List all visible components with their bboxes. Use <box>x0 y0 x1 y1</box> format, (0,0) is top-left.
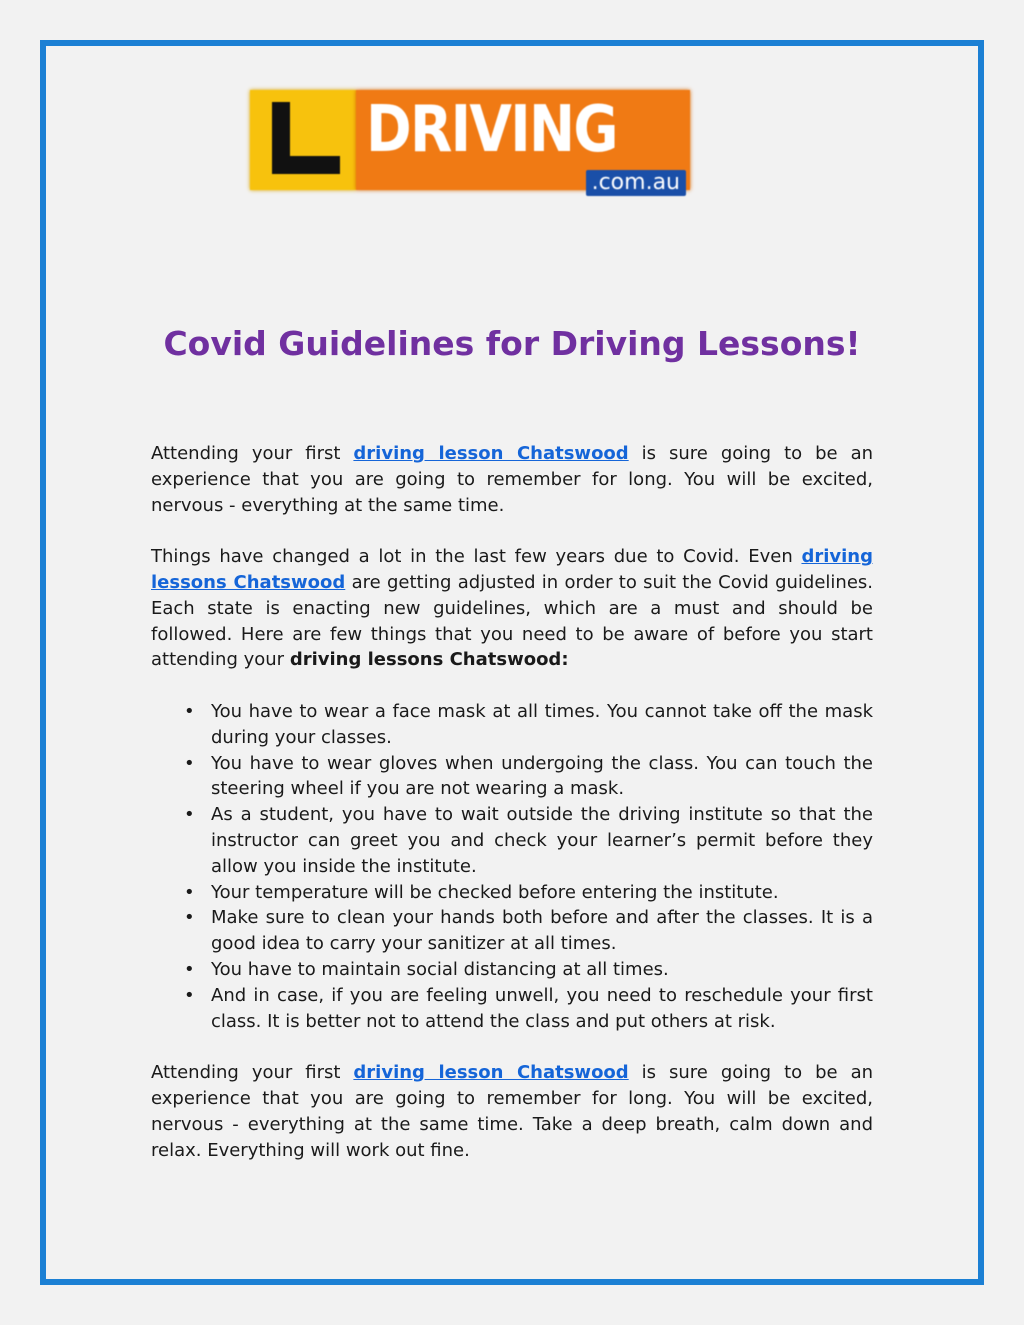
list-item: • You have to wear gloves when undergoing the class. You can touch the steering wheel if you are not wearing a mask. <box>211 751 873 803</box>
driving-lesson-link-2[interactable]: driving lesson Chatswood <box>353 1062 629 1084</box>
list-item: • And in case, if you are feeling unwell, you need to reschedule your first class. It is better not to attend the class and put others at risk. <box>211 983 873 1035</box>
context-bold-text: driving lessons Chatswood: <box>289 649 569 671</box>
list-item: • Make sure to clean your hands both before and after the classes. It is a good idea to carry your sanitizer at all times. <box>211 905 873 957</box>
list-item: • Your temperature will be checked before entering the institute. <box>211 880 873 906</box>
logo-wordmark-box <box>356 90 690 195</box>
article-body <box>151 441 873 1189</box>
driving-lesson-link-1[interactable]: driving lesson Chatswood <box>353 443 629 464</box>
logo-l-foot <box>272 156 340 174</box>
intro-paragraph <box>151 441 873 518</box>
list-item: • As a student, you have to wait outside the driving institute so that the instructor can greet you and check your learner’s permit before they allow you inside the institute. <box>211 802 873 879</box>
logo-l-plate <box>250 90 356 190</box>
list-item: • You have to wear a face mask at all times. You cannot take off the mask during your classes. <box>211 699 873 751</box>
closing-paragraph <box>151 1060 873 1163</box>
logo-wordmark: DRIVING <box>366 93 617 167</box>
closing-text-after: is sure going to be an experience that you are going to remember for long. You will be excited, nervous - everything at the same time. Take a deep breath, calm down and relax. Everything will work out fine. <box>151 1062 874 1161</box>
l-driving-logo <box>250 88 690 196</box>
logo-domain: .com.au <box>586 170 686 196</box>
closing-text-before: Attending your first <box>151 1062 354 1084</box>
intro-text-before: Attending your first <box>151 443 354 464</box>
context-text-before: Things have changed a lot in the last few years due to Covid. Even <box>151 546 802 568</box>
context-text-middle: are getting adjusted in order to suit the Covid guidelines. Each state is enacting new guidelines, which are a must and should be followed. Here are few things that you need to be aware of before you start attending your <box>151 571 873 671</box>
list-item: • You have to maintain social distancing at all times. <box>211 957 873 983</box>
page-title: Covid Guidelines for Driving Lessons! <box>163 324 861 363</box>
guidelines-list <box>151 699 873 1034</box>
context-paragraph <box>151 544 873 673</box>
driving-lessons-link[interactable]: driving lessons Chatswood <box>151 546 873 593</box>
intro-text-after: is sure going to be an experience that you are going to remember for long. You will be excited, nervous - everything at the same time. <box>151 443 874 516</box>
